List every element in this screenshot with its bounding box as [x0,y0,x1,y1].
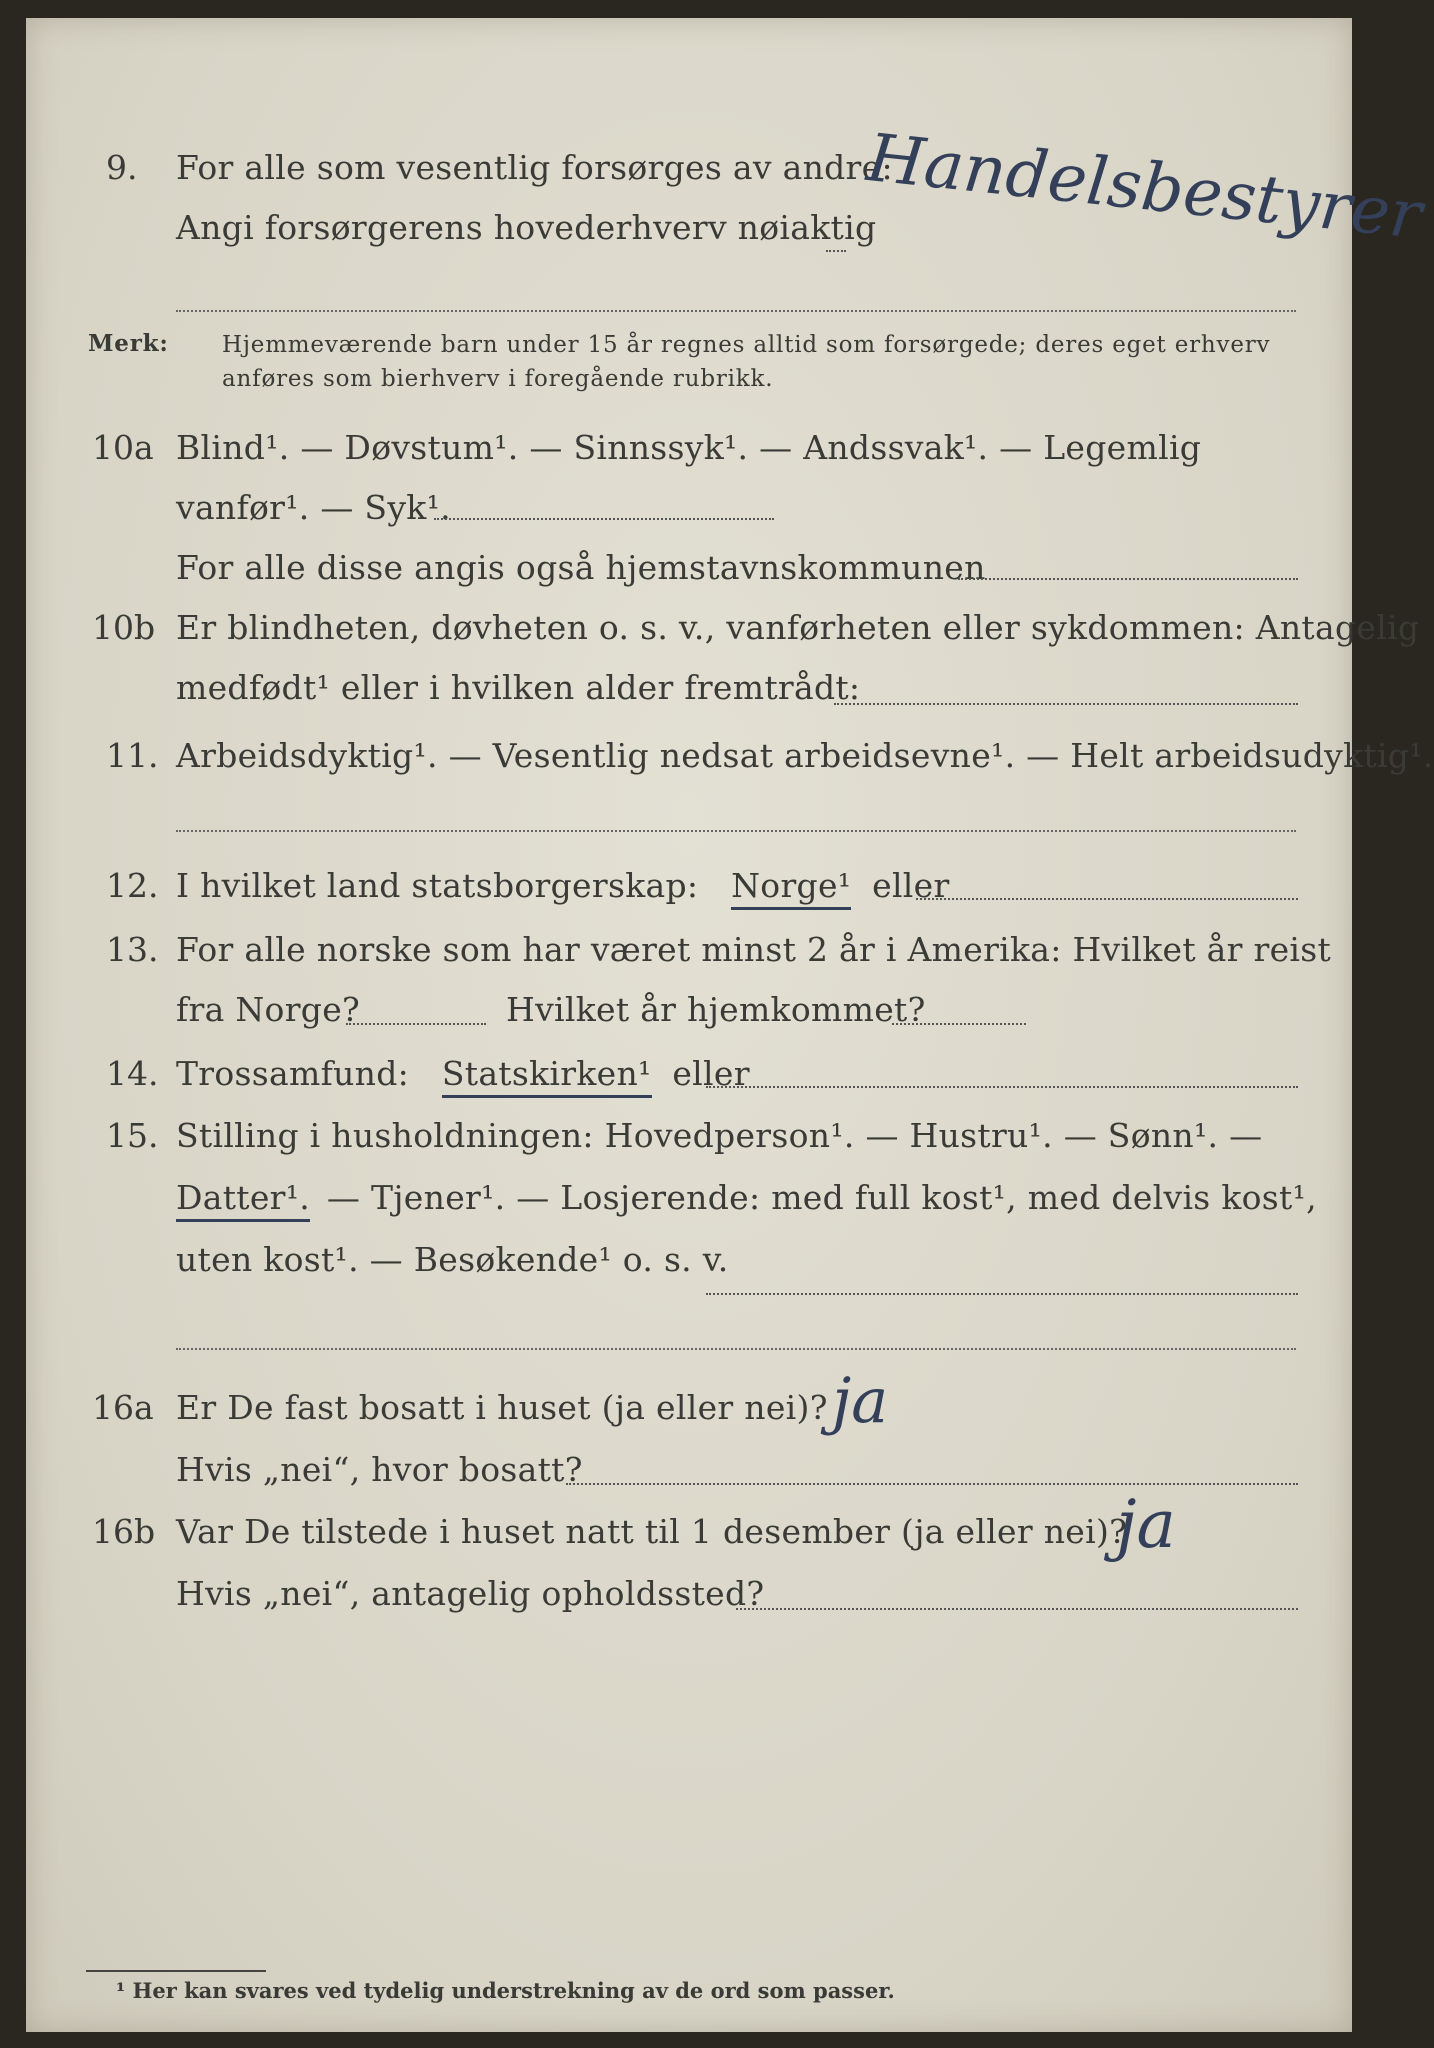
q14-answer-line [706,1086,1298,1088]
q15-number: 15. [106,1116,159,1155]
q10a-number: 10a [92,428,154,467]
q15-answer-line [706,1293,1298,1295]
footnote-rule [86,1970,266,1972]
q15-extra-line [176,1348,1296,1350]
q14-suffix: eller [672,1054,750,1093]
q16b-opholdssted-line [736,1608,1298,1610]
q13-line2a: fra Norge? [176,990,361,1029]
q16a-handwritten-answer[interactable]: ja [832,1364,889,1437]
q13-line1: For alle norske som har været minst 2 år i Amerika: Hvilket år reist [176,930,1332,969]
q15-line2 [176,1178,1317,1217]
q16b-line1: Var De tilstede i huset natt til 1 desember (ja eller nei)? [176,1512,1128,1551]
q15-line3: uten kost¹. — Besøkende¹ o. s. v. [176,1240,729,1279]
q10a-line3: For alle disse angis også hjemstavnskommunen [176,548,986,587]
q9-text-line2: Angi forsørgerens hovederhverv nøiaktig [176,208,877,247]
q13-reist-line [346,1023,486,1025]
q11-extra-line [176,830,1296,832]
q10a-syk-line [434,518,774,520]
q12-prefix: I hvilket land statsborgerskap: [176,866,699,905]
q10a-line2: vanfør¹. — Syk¹. [176,488,451,527]
q12-answer-line [916,898,1298,900]
q11-line1: Arbeidsdyktig¹. — Vesentlig nedsat arbeidsevne¹. — Helt arbeidsudyktig¹. [176,736,1434,775]
q9-extra-line [176,310,1296,312]
q12-number: 12. [106,866,159,905]
q16b-number: 16b [92,1512,156,1551]
q16b-handwritten-answer[interactable]: ja [1116,1486,1176,1563]
merk-label: Merk: [88,330,169,357]
merk-line1: Hjemmeværende barn under 15 år regnes alltid som forsørgede; deres eget erhverv [222,332,1271,358]
q14-prefix: Trossamfund: [176,1054,410,1093]
q9-number: 9. [106,148,138,187]
census-form-page [26,18,1434,2032]
q16a-line2: Hvis „nei“, hvor bosatt? [176,1450,583,1489]
q15-option-datter[interactable]: Datter¹. [176,1178,310,1222]
q14-number: 14. [106,1054,159,1093]
q12-suffix: eller [872,866,950,905]
merk-line2: anføres som bierhverv i foregående rubrikk. [222,366,774,392]
q10b-line2: medfødt¹ eller i hvilken alder fremtrådt: [176,668,861,707]
q9-answer-line [826,250,846,252]
q12-option-norge[interactable]: Norge¹ [731,866,851,910]
q14-line [176,1054,750,1093]
q11-number: 11. [106,736,159,775]
q14-option-statskirken[interactable]: Statskirken¹ [442,1054,652,1098]
q16a-number: 16a [92,1388,154,1427]
footnote: ¹ Her kan svares ved tydelig understrekning av de ord som passer. [116,1978,895,2003]
q16a-line1: Er De fast bosatt i huset (ja eller nei)? [176,1388,828,1427]
q13-number: 13. [106,930,159,969]
q10b-answer-line [834,703,1298,705]
q15-line1: Stilling i husholdningen: Hovedperson¹. — Hustru¹. — Sønn¹. — [176,1116,1263,1155]
q16b-line2: Hvis „nei“, antagelig opholdssted? [176,1574,765,1613]
q10a-kommune-line [958,578,1298,580]
q13-line2b: Hvilket år hjemkommet? [506,990,926,1029]
q10b-number: 10b [92,608,156,647]
q12-line [176,866,950,905]
q15-line2-rest: — Tjener¹. — Losjerende: med full kost¹, med delvis kost¹, [326,1178,1317,1217]
q13-hjemkommet-line [892,1023,1026,1025]
q10b-line1: Er blindheten, døvheten o. s. v., vanførheten eller sykdommen: Antagelig [176,608,1420,647]
q10a-line1: Blind¹. — Døvstum¹. — Sinnssyk¹. — Andssvak¹. — Legemlig [176,428,1202,467]
q9-handwritten-answer[interactable]: Handelsbestyrer [863,119,1426,254]
q9-text-line1: For alle som vesentlig forsørges av andre: [176,148,893,187]
q16a-bosatt-line [566,1483,1298,1485]
